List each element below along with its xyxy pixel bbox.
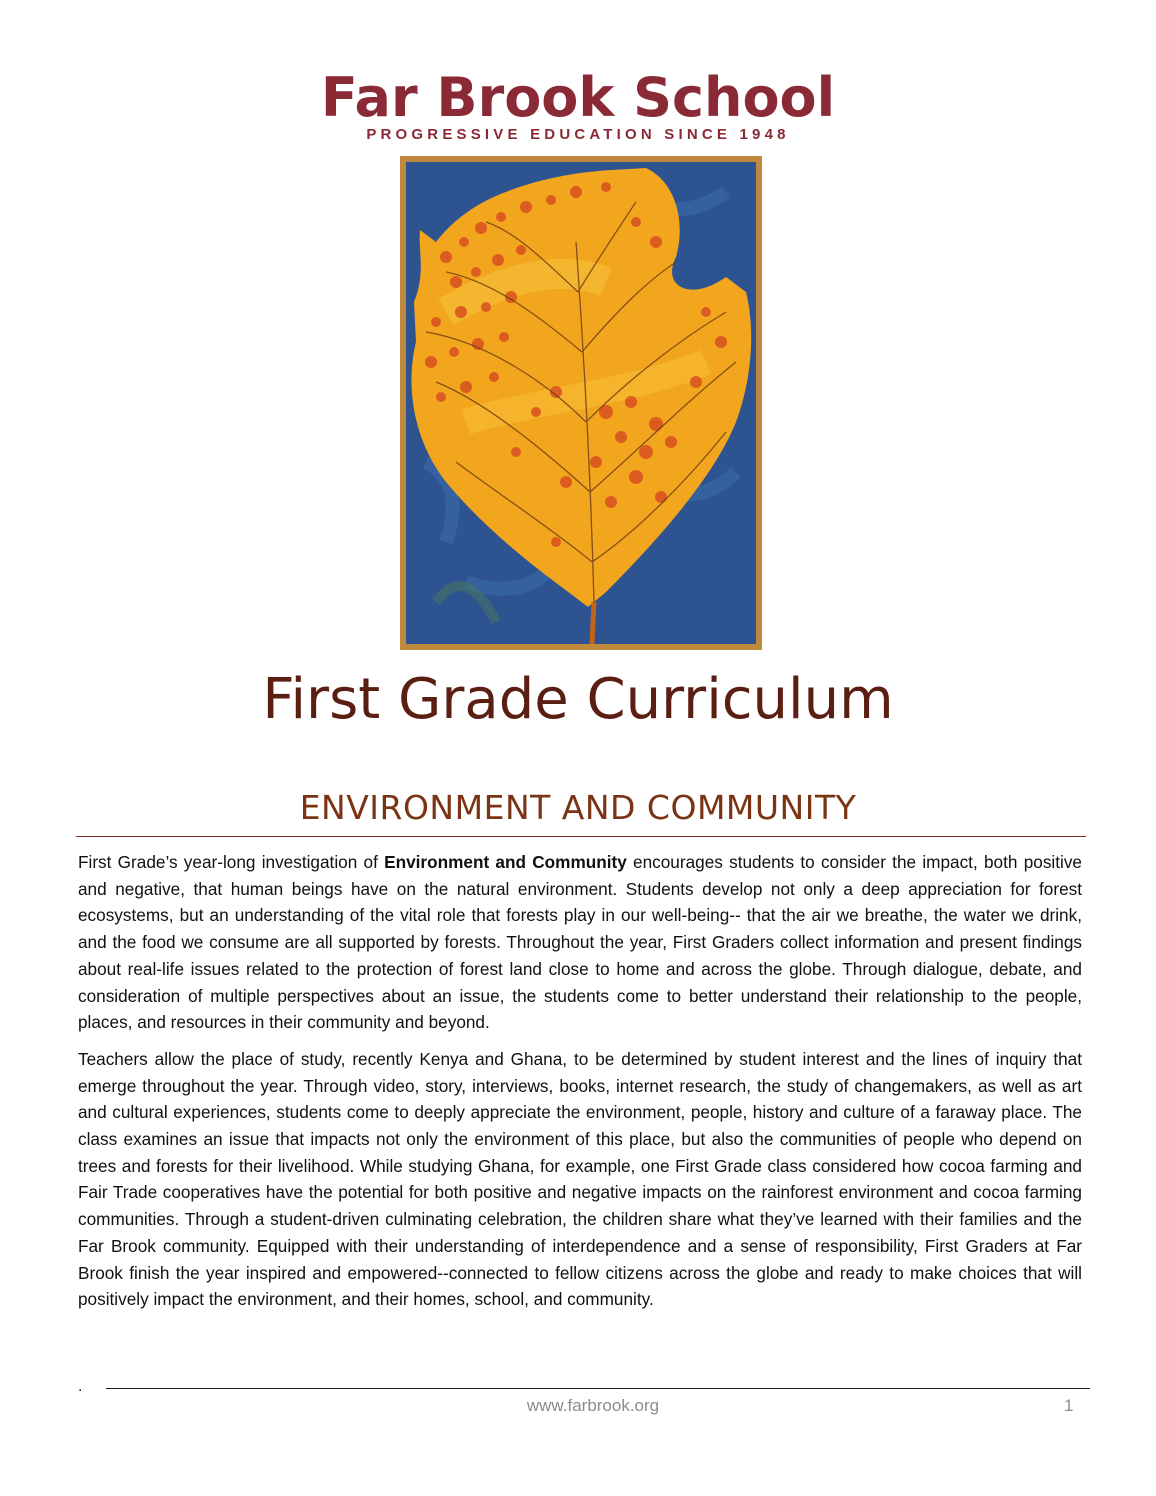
section-heading: ENVIRONMENT AND COMMUNITY	[299, 788, 857, 827]
footer-url: www.farbrook.org	[526, 1396, 660, 1415]
paragraph-1-rest: encourages students to consider the impact, both positive and negative, that human beings have on the natural environment. Students develop not only a deep appreciation for forest ecosystems, but an understanding of the vital role that forests play in our well-being-- that the air we breathe, the water we drink, and the food we consume are all supported by forests. Throughout the year, First Graders collect information and present findings about real-life issues related to the protection of forest land close to home and across the globe. Through dialogue, debate, and consideration of multiple perspectives about an issue, the students come to better understand their relationship to the people, places, and resources in their community and beyond.	[78, 852, 1082, 1033]
school-logo	[0, 68, 1156, 143]
paragraph-1-bold: Environment and Community	[384, 852, 627, 872]
paragraph-1-lead: First Grade’s year-long investigation of	[78, 852, 385, 872]
footer-dot: .	[78, 1378, 83, 1395]
section-body	[78, 849, 1082, 1323]
heading-divider	[76, 836, 1086, 837]
logo-name: Far Brook School	[320, 66, 836, 129]
leaf-painting-frame	[400, 156, 762, 650]
footer-divider	[106, 1388, 1090, 1389]
page-number: 1	[1064, 1396, 1074, 1415]
leaf-stem	[592, 602, 594, 644]
logo-tagline: PROGRESSIVE EDUCATION SINCE 1948	[366, 126, 790, 143]
leaf-painting	[406, 162, 756, 644]
paragraph-1	[78, 849, 1082, 1036]
paragraph-2: Teachers allow the place of study, recently Kenya and Ghana, to be determined by student interest and the lines of inquiry that emerge throughout the year. Through video, story, interviews, books, internet research, the study of changemakers, as well as art and cultural experiences, students come to deeply appreciate the environment, people, history and culture of a faraway place. The class examines an issue that impacts not only the environment of this place, but also the communities of people who depend on trees and forests for their livelihood. While studying Ghana, for example, one First Grade class considered how cocoa farming and Fair Trade cooperatives have the potential for both positive and negative impacts on the rainforest environment and cocoa farming communities. Through a student-driven culminating celebration, the children share what they’ve learned with their families and the Far Brook community. Equipped with their understanding of interdependence and a sense of responsibility, First Graders at Far Brook finish the year inspired and empowered--connected to fellow citizens across the globe and ready to make choices that will positively impact the environment, and their homes, school, and community.	[78, 1048, 1082, 1310]
page-title: First Grade Curriculum	[262, 667, 894, 732]
